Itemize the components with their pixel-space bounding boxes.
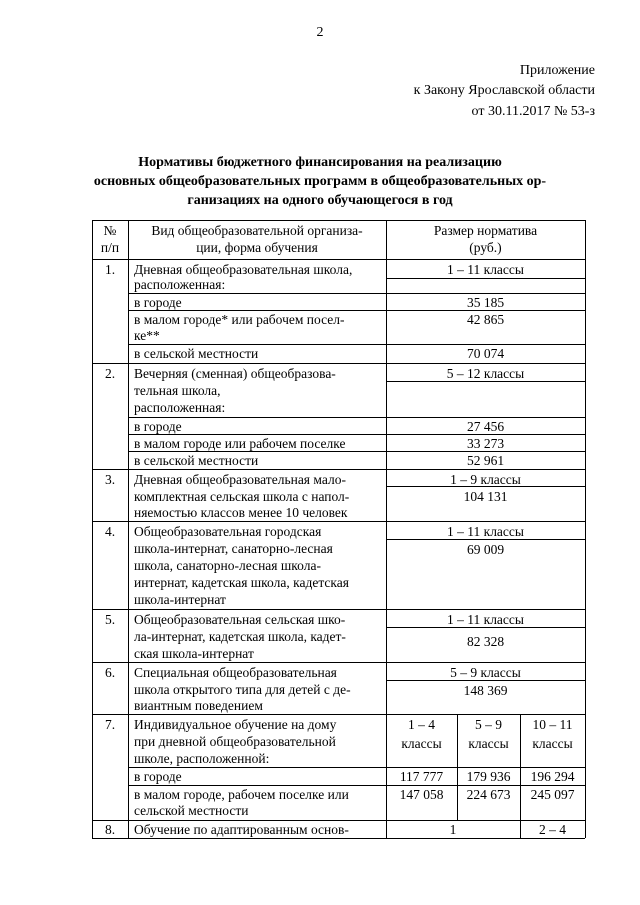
appendix-line-2: к Закону Ярославской области (413, 83, 595, 98)
location-label: сельской местности (134, 803, 249, 818)
row-name: Обучение по адаптированным основ- (134, 822, 349, 837)
row-name: школа, санаторно-лесная школа- (134, 558, 321, 573)
table-line (92, 220, 585, 221)
norm-value: 52 961 (466, 453, 505, 468)
location-label: в городе (134, 419, 182, 434)
norm-value: 179 936 (466, 769, 511, 784)
appendix-line-3: от 30.11.2017 № 53-з (471, 104, 595, 119)
grade-range: классы (532, 736, 573, 751)
norm-value: 148 369 (463, 683, 508, 698)
grade-range: классы (401, 736, 442, 751)
row-number: 3. (104, 472, 116, 487)
row-name: интернат, кадетская школа, кадетская (134, 575, 349, 590)
row-number: 7. (104, 717, 116, 732)
row-name: виантным поведением (134, 698, 263, 713)
row-number: 5. (104, 612, 116, 627)
table-line (92, 838, 585, 839)
norm-value: 104 131 (463, 489, 508, 504)
grade-range: 1 – 11 классы (447, 612, 524, 627)
header-type: Вид общеобразовательной организа- (151, 223, 363, 238)
table-line (92, 259, 585, 260)
grade-range: 1 – 11 классы (447, 524, 524, 539)
row-number: 4. (104, 524, 116, 539)
header-size: Размер норматива (433, 223, 538, 238)
table-line (92, 521, 585, 522)
row-name: ская школа-интернат (134, 646, 254, 661)
location-label: в сельской местности (134, 453, 259, 468)
grade-range: 5 – 12 классы (446, 366, 525, 381)
row-name: комплектная сельская школа с напол- (134, 489, 350, 504)
header-type: ции, форма обучения (196, 240, 318, 255)
table-line (386, 278, 585, 279)
row-name: расположенная: (134, 277, 226, 292)
norm-value: 70 074 (466, 346, 505, 361)
location-label: в малом городе или рабочем поселке (134, 436, 346, 451)
row-name: ла-интернат, кадетская школа, кадет- (134, 629, 346, 644)
appendix-line-1: Приложение (519, 63, 595, 78)
table-line (92, 714, 585, 715)
row-name: при дневной общеобразовательной (134, 734, 336, 749)
location-label: в сельской местности (134, 346, 259, 361)
norm-value: 224 673 (466, 787, 511, 802)
norm-value: 196 294 (530, 769, 575, 784)
norm-value: 33 273 (466, 436, 505, 451)
grade-range: 5 – 9 классы (450, 665, 521, 680)
table-line (585, 220, 586, 838)
page-number: 2 (316, 25, 324, 40)
table-line (92, 662, 585, 663)
row-name: Вечерняя (сменная) общеобразова- (134, 366, 336, 381)
row-name: Общеобразовательная сельская шко- (134, 612, 346, 627)
norm-value: 27 456 (466, 419, 505, 434)
row-number: 2. (104, 366, 116, 381)
table-line (92, 469, 585, 470)
norm-value: 1 (449, 822, 457, 837)
header-size: (руб.) (469, 240, 502, 255)
norm-value: 42 865 (466, 312, 505, 327)
title-line-2: основных общеобразовательных программ в общеобразовательных ор- (93, 174, 547, 189)
grade-range: 1 – 9 классы (450, 472, 521, 487)
location-label: в городе (134, 769, 182, 784)
norm-value: 82 328 (466, 634, 505, 649)
row-number: 1. (104, 262, 116, 277)
grade-range: 1 – 4 (408, 717, 435, 732)
row-name: школа-интернат (134, 592, 226, 607)
row-name: Специальная общеобразовательная (134, 665, 337, 680)
grade-range: 1 – 11 классы (447, 262, 524, 277)
row-number: 8. (104, 822, 116, 837)
location-label: в малом городе, рабочем поселке или (134, 787, 349, 802)
row-name: Общеобразовательная городская (134, 524, 322, 539)
header-num: п/п (100, 240, 120, 255)
row-name: тельная школа, (134, 383, 221, 398)
table-line (128, 220, 129, 838)
row-name: няемостью классов менее 10 человек (134, 505, 348, 520)
table-line (92, 363, 585, 364)
row-number: 6. (104, 665, 116, 680)
header-num: № (103, 223, 117, 238)
location-label: в городе (134, 295, 182, 310)
norm-value: 117 777 (399, 769, 444, 784)
location-label: ке** (134, 328, 160, 343)
grade-range: 10 – 11 (532, 717, 573, 732)
row-name: Дневная общеобразовательная мало- (134, 472, 346, 487)
row-name: школа-интернат, санаторно-лесная (134, 541, 333, 556)
title-line-1: Нормативы бюджетного финансирования на реализацию (138, 155, 502, 170)
location-label: в малом городе* или рабочем посел- (134, 312, 345, 327)
grade-range: 5 – 9 (475, 717, 502, 732)
row-name: школе, расположенной: (134, 751, 270, 766)
norm-value: 2 – 4 (539, 822, 566, 837)
row-name: Индивидуальное обучение на дому (134, 717, 337, 732)
grade-range: классы (468, 736, 509, 751)
table-line (92, 609, 585, 610)
norm-value: 245 097 (530, 787, 575, 802)
row-name: Дневная общеобразовательная школа, (134, 262, 353, 277)
norm-value: 147 058 (399, 787, 444, 802)
row-name: расположенная: (134, 400, 226, 415)
norm-value: 35 185 (466, 295, 505, 310)
row-name: школа открытого типа для детей с де- (134, 682, 351, 697)
norm-value: 69 009 (466, 542, 505, 557)
title-line-3: ганизациях на одного обучающегося в год (187, 193, 453, 208)
